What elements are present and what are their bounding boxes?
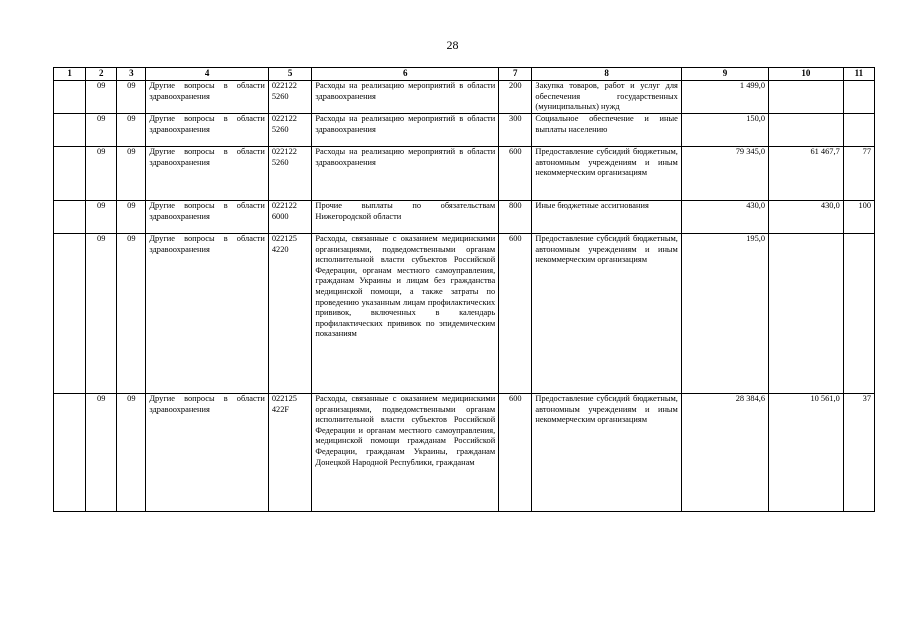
- cell-percent: [843, 81, 874, 114]
- cell-target-name: Расходы на реализацию мероприятий в области здравоохранения: [312, 114, 499, 147]
- cell-amount-actual: 10 561,0: [769, 394, 844, 512]
- column-header: 9: [681, 68, 768, 81]
- cell-section: 09: [86, 114, 117, 147]
- cell-expense-type-name: Предоставление субсидий бюджетным, автономным учреждениям и иным некоммерческим организациям: [532, 147, 681, 201]
- cell-expense-type-name: Закупка товаров, работ и услуг для обеспечения государственных (муниципальных) нужд: [532, 81, 681, 114]
- cell-col1: [54, 147, 86, 201]
- cell-expense-type-name: Иные бюджетные ассигнования: [532, 201, 681, 234]
- cell-percent: [843, 114, 874, 147]
- column-header: 7: [499, 68, 532, 81]
- cell-section-name: Другие вопросы в области здравоохранения: [146, 147, 268, 201]
- cell-target-name: Прочие выплаты по обязательствам Нижегородской области: [312, 201, 499, 234]
- cell-percent: 77: [843, 147, 874, 201]
- page-number: 28: [446, 38, 459, 52]
- cell-amount-planned: 79 345,0: [681, 147, 768, 201]
- cell-amount-planned: 150,0: [681, 114, 768, 147]
- cell-section: 09: [86, 394, 117, 512]
- cell-amount-actual: [769, 234, 844, 394]
- table-header-row: [54, 68, 875, 81]
- column-header: 2: [86, 68, 117, 81]
- cell-target-code: 022122 6000: [268, 201, 312, 234]
- cell-amount-actual: [769, 114, 844, 147]
- cell-target-code: 022122 5260: [268, 147, 312, 201]
- cell-section-name: Другие вопросы в области здравоохранения: [146, 114, 268, 147]
- column-header: 6: [312, 68, 499, 81]
- cell-amount-planned: 195,0: [681, 234, 768, 394]
- cell-expense-type: 300: [499, 114, 532, 147]
- cell-target-code: 022125 422F: [268, 394, 312, 512]
- cell-target-name: Расходы на реализацию мероприятий в области здравоохранения: [312, 147, 499, 201]
- cell-percent: [843, 234, 874, 394]
- cell-amount-actual: [769, 81, 844, 114]
- table-row: [54, 114, 875, 147]
- cell-expense-type: 800: [499, 201, 532, 234]
- cell-target-name: Расходы, связанные с оказанием медицинскими организациями, подведомственными органам исполнительной власти субъектов Российской Федерации, органам местного самоуправления, гражданам Украины и лицам без гражданства медицинской помощи, а также затраты по проведению указанным лицам профилактических прививок, включенных в календарь профилактических прививок по эпидемическим показаниям: [312, 234, 499, 394]
- column-header: 5: [268, 68, 312, 81]
- cell-col1: [54, 234, 86, 394]
- cell-section: 09: [86, 201, 117, 234]
- cell-col1: [54, 81, 86, 114]
- table-row: [54, 147, 875, 201]
- column-header: 10: [769, 68, 844, 81]
- cell-subsection: 09: [117, 201, 146, 234]
- cell-target-name: Расходы на реализацию мероприятий в области здравоохранения: [312, 81, 499, 114]
- cell-percent: 100: [843, 201, 874, 234]
- cell-section-name: Другие вопросы в области здравоохранения: [146, 394, 268, 512]
- column-header: 4: [146, 68, 268, 81]
- cell-target-code: 022125 4220: [268, 234, 312, 394]
- cell-subsection: 09: [117, 81, 146, 114]
- column-header: 11: [843, 68, 874, 81]
- cell-target-code: 022122 5260: [268, 114, 312, 147]
- budget-table: [53, 67, 875, 512]
- cell-subsection: 09: [117, 394, 146, 512]
- cell-amount-planned: 430,0: [681, 201, 768, 234]
- cell-amount-planned: 1 499,0: [681, 81, 768, 114]
- cell-expense-type: 600: [499, 394, 532, 512]
- cell-amount-planned: 28 384,6: [681, 394, 768, 512]
- cell-expense-type: 200: [499, 81, 532, 114]
- column-header: 1: [54, 68, 86, 81]
- cell-subsection: 09: [117, 234, 146, 394]
- table-row: [54, 234, 875, 394]
- cell-percent: 37: [843, 394, 874, 512]
- cell-section-name: Другие вопросы в области здравоохранения: [146, 201, 268, 234]
- cell-target-name: Расходы, связанные с оказанием медицинскими организациями, подведомственными органам исполнительной власти субъектов Российской Федерации и органам местного самоуправления, медицинской помощи гражданам Российской Федерации, гражданам Украины, гражданам Донецкой Народной Республики, гражданам: [312, 394, 499, 512]
- cell-col1: [54, 201, 86, 234]
- cell-section-name: Другие вопросы в области здравоохранения: [146, 81, 268, 114]
- cell-col1: [54, 114, 86, 147]
- cell-subsection: 09: [117, 114, 146, 147]
- cell-target-code: 022122 5260: [268, 81, 312, 114]
- cell-expense-type: 600: [499, 147, 532, 201]
- cell-amount-actual: 61 467,7: [769, 147, 844, 201]
- table-row: [54, 81, 875, 114]
- cell-col1: [54, 394, 86, 512]
- cell-section-name: Другие вопросы в области здравоохранения: [146, 234, 268, 394]
- cell-expense-type-name: Предоставление субсидий бюджетным, автономным учреждениям и иным некоммерческим организациям: [532, 394, 681, 512]
- table-row: [54, 201, 875, 234]
- table-row: [54, 394, 875, 512]
- cell-subsection: 09: [117, 147, 146, 201]
- cell-expense-type-name: Предоставление субсидий бюджетным, автономным учреждениям и иным некоммерческим организациям: [532, 234, 681, 394]
- cell-section: 09: [86, 81, 117, 114]
- cell-section: 09: [86, 234, 117, 394]
- cell-expense-type: 600: [499, 234, 532, 394]
- column-header: 3: [117, 68, 146, 81]
- cell-section: 09: [86, 147, 117, 201]
- column-header: 8: [532, 68, 681, 81]
- cell-amount-actual: 430,0: [769, 201, 844, 234]
- cell-expense-type-name: Социальное обеспечение и иные выплаты населению: [532, 114, 681, 147]
